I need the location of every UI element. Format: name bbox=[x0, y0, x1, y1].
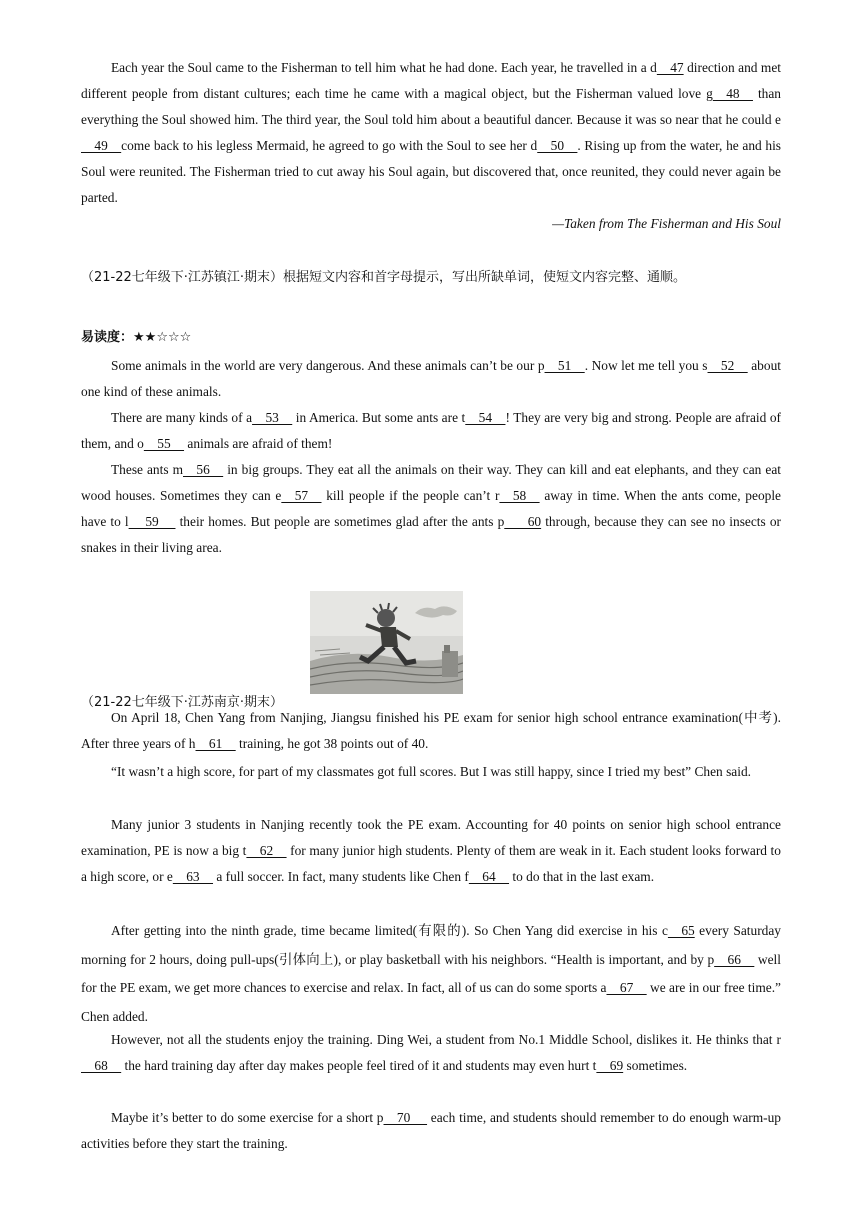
paragraph-text: each time, and students should remember to do enough warm-up activities before they start the training. bbox=[81, 1110, 781, 1151]
answer-blank: 55 bbox=[143, 436, 185, 451]
section3-paragraph-4 bbox=[81, 917, 781, 1031]
difficulty-stars: ★★☆☆☆ bbox=[133, 330, 192, 345]
answer-blank: 53 bbox=[252, 410, 293, 425]
answer-blank: 52 bbox=[707, 358, 748, 373]
answer-blank: 61 bbox=[195, 736, 236, 751]
paragraph-text: Some animals in the world are very dangerous. And these animals can’t be our p bbox=[111, 358, 545, 373]
section2-paragraph-1 bbox=[81, 353, 781, 405]
answer-blank: 49 bbox=[81, 138, 122, 153]
paragraph-text: in big groups. They eat all the animals on their way. They can kill and eat elephants, and they can eat wood houses. Sometimes they can e bbox=[81, 462, 781, 503]
paragraph-text: . Now let me tell you s bbox=[584, 358, 708, 373]
section3-paragraph-5 bbox=[81, 1027, 781, 1079]
illustration-image bbox=[310, 591, 463, 694]
paragraph-text: direction and met different people from distant cultures; each time he came with a magical object, but the Fisherman valued love g bbox=[81, 60, 781, 101]
paragraph-text: for many junior high students. Plenty of them are weak in it. Each student looks forward to a high score, or e bbox=[81, 843, 781, 884]
answer-blank: 62 bbox=[246, 843, 287, 858]
paragraph-text: Maybe it’s better to do some exercise for a short p bbox=[111, 1110, 384, 1125]
answer-blank: 67 bbox=[606, 980, 647, 995]
paragraph-text: come back to his legless Mermaid, he agreed to go with the Soul to see her d bbox=[121, 138, 538, 153]
difficulty-label: 易读度： bbox=[81, 330, 134, 345]
paragraph-text: we are in our free time.” Chen added. bbox=[81, 980, 781, 1024]
passage-credit: —Taken from The Fisherman and His Soul bbox=[552, 216, 781, 231]
answer-blank: 57 bbox=[281, 488, 322, 503]
section3-paragraph-3 bbox=[81, 812, 781, 890]
paragraph-text: Each year the Soul came to the Fisherman to tell him what he had done. Each year, he travelled in a d bbox=[111, 60, 657, 75]
answer-blank: 54 bbox=[465, 410, 506, 425]
section2-paragraph-2 bbox=[81, 405, 781, 457]
answer-blank: 65 bbox=[667, 923, 695, 938]
section3-source: （21-22七年级下·江苏南京·期末） bbox=[81, 695, 284, 710]
answer-blank: 63 bbox=[172, 869, 214, 884]
paragraph-text: a full soccer. In fact, many students like Chen f bbox=[213, 869, 469, 884]
paragraph-text: every Saturday morning for 2 hours, doing pull-ups(引体向上), or play basketball with his neighbors. “Health is important, and by p bbox=[81, 923, 781, 967]
answer-blank: 66 bbox=[714, 951, 755, 967]
answer-blank: 48 bbox=[712, 86, 753, 101]
paragraph-text: ! They are very big and strong. People are afraid of them, and o bbox=[81, 410, 781, 451]
paragraph-text: their homes. But people are sometimes glad after the ants p bbox=[175, 514, 505, 529]
answer-blank: 56 bbox=[183, 462, 224, 477]
section3-paragraph-1 bbox=[81, 705, 781, 757]
paragraph-text: animals are afraid of them! bbox=[184, 436, 333, 451]
answer-blank: 69 bbox=[596, 1058, 624, 1073]
answer-blank: 47 bbox=[656, 60, 684, 75]
section3-paragraph-2 bbox=[81, 759, 781, 785]
paragraph-text: training, he got 38 points out of 40. bbox=[235, 736, 429, 751]
answer-blank: 59 bbox=[128, 514, 176, 529]
paragraph-text: about one kind of these animals. bbox=[81, 358, 781, 399]
paragraph-text: On April 18, Chen Yang from Nanjing, Jiangsu finished his PE exam for senior high school entrance examination(中考). After three years of h bbox=[81, 710, 781, 751]
paragraph-text: through, because they can see no insects or snakes in their living area. bbox=[81, 514, 781, 555]
paragraph-text: sometimes. bbox=[623, 1058, 688, 1073]
paragraph-text: After getting into the ninth grade, time became limited(有限的). So Chen Yang did exercise in his c bbox=[111, 923, 668, 938]
paragraph-text: . Rising up from the water, he and his Soul were reunited. The Fisherman tried to cut away his Soul again, but discovered that, once reunited, they could never again be parted. bbox=[81, 138, 782, 205]
answer-blank: 58 bbox=[499, 488, 540, 503]
paragraph-text: kill people if the people can’t r bbox=[321, 488, 500, 503]
paragraph-text: “It wasn’t a high score, for part of my classmates got full scores. But I was still happy, since I tried my best” Chen said. bbox=[111, 764, 751, 779]
answer-blank: 51 bbox=[544, 358, 585, 373]
answer-blank: 60 bbox=[504, 514, 542, 529]
paragraph-text: These ants m bbox=[111, 462, 183, 477]
passage1-paragraph bbox=[81, 55, 781, 211]
section2-paragraph-3 bbox=[81, 457, 781, 561]
paragraph-text: There are many kinds of a bbox=[111, 410, 253, 425]
paragraph-text: Many junior 3 students in Nanjing recently took the PE exam. Accounting for 40 points on senior high school entrance examination, PE is now a big t bbox=[81, 817, 781, 858]
answer-blank: 64 bbox=[468, 869, 510, 884]
answer-blank: 70 bbox=[383, 1110, 428, 1125]
section3-paragraph-6 bbox=[81, 1105, 781, 1157]
paragraph-text: than everything the Soul showed him. The third year, the Soul told him about a beautiful dancer. Because it was so near that he could e bbox=[81, 86, 781, 127]
paragraph-text: However, not all the students enjoy the training. Ding Wei, a student from No.1 Middle School, dislikes it. He thinks that r bbox=[111, 1032, 781, 1047]
paragraph-text: in America. But some ants are t bbox=[292, 410, 466, 425]
difficulty-rating bbox=[81, 325, 781, 351]
paragraph-text: to do that in the last exam. bbox=[509, 869, 655, 884]
paragraph-text: well for the PE exam, we get more chances to exercise and relax. In fact, all of us can do some sports a bbox=[81, 951, 781, 995]
answer-blank: 50 bbox=[537, 138, 578, 153]
section2-source: （21-22七年级下·江苏镇江·期末）根据短文内容和首字母提示，写出所缺单词，使短文内容完整、通顺。 bbox=[81, 270, 687, 285]
paragraph-text: away in time. When the ants come, people have to l bbox=[81, 488, 781, 529]
running-boy-illustration bbox=[310, 591, 463, 694]
paragraph-text: the hard training day after day makes people feel tired of it and students may even hurt t bbox=[121, 1058, 597, 1073]
answer-blank: 68 bbox=[81, 1058, 122, 1073]
